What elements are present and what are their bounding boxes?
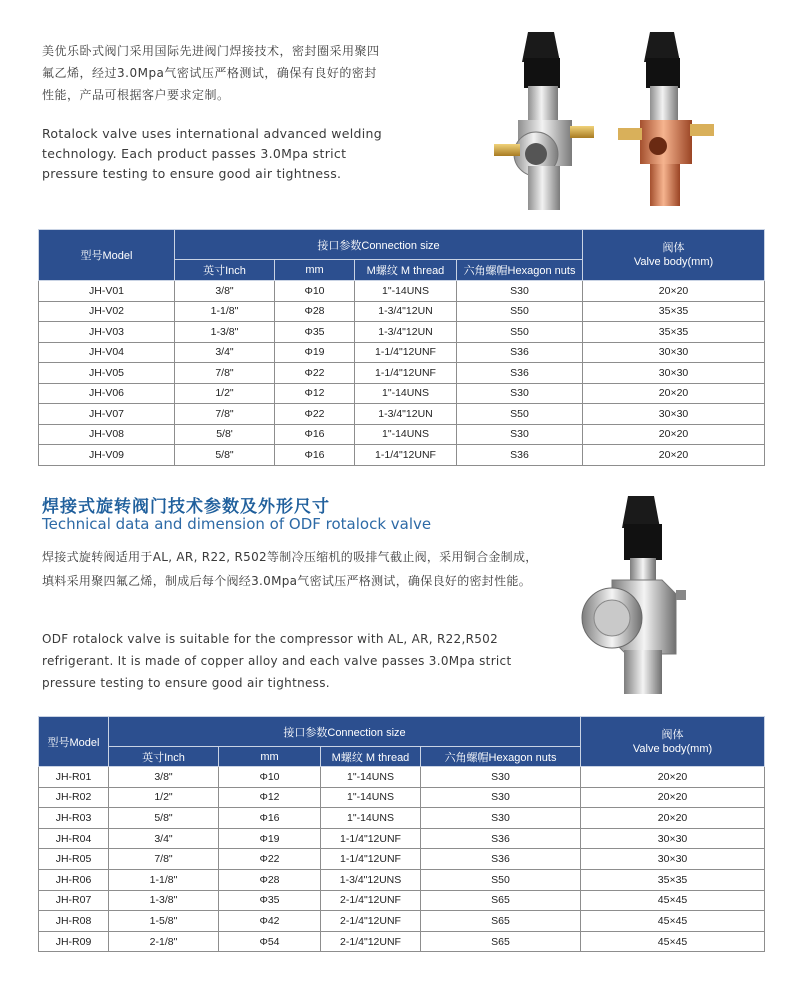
cell-body: 45×45 <box>581 890 765 911</box>
odf-rotalock-valve-image <box>576 490 696 700</box>
cell-model: JH-V09 <box>39 445 175 466</box>
cell-mm: Φ35 <box>275 322 355 343</box>
table-row <box>39 849 765 870</box>
cell-body: 35×35 <box>583 301 765 322</box>
cell-model: JH-R03 <box>39 808 109 829</box>
cell-mm: Φ42 <box>219 911 321 932</box>
cell-body: 35×35 <box>583 322 765 343</box>
rotalock-valve-spec-table <box>38 229 765 466</box>
table-row <box>39 828 765 849</box>
cell-inch: 2-1/8" <box>109 931 219 952</box>
cell-hex: S36 <box>457 363 583 384</box>
cell-mm: Φ16 <box>275 445 355 466</box>
cell-hex: S50 <box>421 869 581 890</box>
cell-thread: 1-3/4"12UN <box>355 301 457 322</box>
cell-inch: 5/8" <box>109 808 219 829</box>
cell-body: 30×30 <box>583 404 765 425</box>
table-row <box>39 890 765 911</box>
cell-inch: 1-3/8" <box>109 890 219 911</box>
cell-thread: 1"-14UNS <box>355 424 457 445</box>
cell-hex: S36 <box>421 849 581 870</box>
cell-inch: 1/2" <box>175 383 275 404</box>
cell-body: 35×35 <box>581 869 765 890</box>
cell-mm: Φ28 <box>219 869 321 890</box>
cell-model: JH-V07 <box>39 404 175 425</box>
cell-thread: 1-3/4"12UN <box>355 404 457 425</box>
header-valve-body <box>581 717 765 767</box>
section-title-english: Technical data and dimension of ODF rotalock valve <box>42 515 432 533</box>
cell-hex: S30 <box>421 787 581 808</box>
cell-model: JH-V03 <box>39 322 175 343</box>
cell-hex: S30 <box>457 424 583 445</box>
table-row <box>39 445 765 466</box>
cell-mm: Φ22 <box>219 849 321 870</box>
cell-inch: 5/8' <box>175 424 275 445</box>
cell-inch: 1-1/8" <box>175 301 275 322</box>
cell-inch: 1-1/8" <box>109 869 219 890</box>
cell-mm: Φ19 <box>219 828 321 849</box>
cell-inch: 7/8" <box>175 363 275 384</box>
table-row <box>39 931 765 952</box>
cell-body: 20×20 <box>583 424 765 445</box>
cell-inch: 7/8" <box>175 404 275 425</box>
table-row <box>39 808 765 829</box>
header-valve-body-en: Valve body(mm) <box>632 742 713 755</box>
header-hexagon-nuts: 六角螺帽Hexagon nuts <box>421 747 581 767</box>
cell-model: JH-R06 <box>39 869 109 890</box>
table-row <box>39 404 765 425</box>
cell-mm: Φ54 <box>219 931 321 952</box>
cell-hex: S36 <box>421 828 581 849</box>
section-chinese-text: 焊接式旋转阀适用于AL, AR, R22, R502等制冷压缩机的吸排气截止阀，采用铜合金制成，填料采用聚四氟乙烯，制成后每个阀经3.0Mpa气密试压严格测试，确保良好的密封性能。 <box>42 550 538 588</box>
cell-body: 30×30 <box>583 342 765 363</box>
header-connection-size: 接口参数Connection size <box>109 717 581 747</box>
table-row <box>39 281 765 302</box>
cell-hex: S65 <box>421 911 581 932</box>
header-valve-body-cn: 阀体 <box>662 242 685 254</box>
header-mm: mm <box>219 747 321 767</box>
section-title-chinese: 焊接式旋转阀门技术参数及外形尺寸 <box>42 497 330 517</box>
cell-mm: Φ19 <box>275 342 355 363</box>
cell-mm: Φ35 <box>219 890 321 911</box>
cell-mm: Φ12 <box>275 383 355 404</box>
header-valve-body-cn: 阀体 <box>661 728 684 741</box>
table-row <box>39 767 765 788</box>
cell-body: 20×20 <box>581 808 765 829</box>
cell-thread: 1"-14UNS <box>355 281 457 302</box>
cell-thread: 1-3/4"12UNS <box>321 869 421 890</box>
header-model: 型号Model <box>39 717 109 767</box>
cell-thread: 1-1/4"12UNF <box>355 342 457 363</box>
cell-inch: 3/8" <box>109 767 219 788</box>
cell-body: 20×20 <box>583 445 765 466</box>
intro-english-text: Rotalock valve uses international advanced welding technology. Each product passes 3.0Mpa strict pressure testing to ensure good air tightness. <box>42 126 382 181</box>
cell-mm: Φ16 <box>219 808 321 829</box>
cell-hex: S30 <box>421 767 581 788</box>
cell-inch: 1/2" <box>109 787 219 808</box>
table-row <box>39 911 765 932</box>
cell-hex: S50 <box>457 301 583 322</box>
cell-model: JH-R02 <box>39 787 109 808</box>
header-inch: 英寸Inch <box>175 260 275 281</box>
cell-mm: Φ12 <box>219 787 321 808</box>
cell-body: 45×45 <box>581 911 765 932</box>
cell-thread: 2-1/4"12UNF <box>321 890 421 911</box>
header-connection-size: 接口参数Connection size <box>175 230 583 260</box>
cell-hex: S65 <box>421 890 581 911</box>
cell-inch: 7/8" <box>109 849 219 870</box>
cell-hex: S30 <box>421 808 581 829</box>
cell-mm: Φ22 <box>275 363 355 384</box>
header-mm: mm <box>275 260 355 281</box>
cell-thread: 2-1/4"12UNF <box>321 931 421 952</box>
cell-body: 20×20 <box>583 281 765 302</box>
cell-mm: Φ22 <box>275 404 355 425</box>
cell-body: 30×30 <box>581 828 765 849</box>
cell-model: JH-R09 <box>39 931 109 952</box>
cell-thread: 2-1/4"12UNF <box>321 911 421 932</box>
cell-thread: 1-1/4"12UNF <box>321 849 421 870</box>
table-row <box>39 301 765 322</box>
cell-hex: S36 <box>457 445 583 466</box>
cell-model: JH-V08 <box>39 424 175 445</box>
cell-hex: S30 <box>457 281 583 302</box>
cell-hex: S30 <box>457 383 583 404</box>
section-english-text: ODF rotalock valve is suitable for the compressor with AL, AR, R22,R502 refrigerant. It is made of copper alloy and each valve passes 3.0Mpa strict pressure testing to ensure good air tightness. <box>42 632 512 690</box>
cell-model: JH-R01 <box>39 767 109 788</box>
header-inch: 英寸Inch <box>109 747 219 767</box>
header-valve-body-en: Valve body(mm) <box>633 256 714 268</box>
table-row <box>39 869 765 890</box>
cell-thread: 1"-14UNS <box>321 767 421 788</box>
table-row <box>39 342 765 363</box>
cell-thread: 1-1/4"12UNF <box>355 363 457 384</box>
cell-body: 30×30 <box>583 363 765 384</box>
header-m-thread: M螺纹 M thread <box>355 260 457 281</box>
cell-model: JH-R05 <box>39 849 109 870</box>
cell-model: JH-R08 <box>39 911 109 932</box>
cell-inch: 5/8" <box>175 445 275 466</box>
cell-model: JH-V04 <box>39 342 175 363</box>
cell-thread: 1-3/4"12UN <box>355 322 457 343</box>
cell-thread: 1"-14UNS <box>355 383 457 404</box>
header-valve-body <box>583 230 765 281</box>
cell-hex: S50 <box>457 322 583 343</box>
cell-hex: S65 <box>421 931 581 952</box>
cell-body: 45×45 <box>581 931 765 952</box>
header-hexagon-nuts: 六角螺帽Hexagon nuts <box>457 260 583 281</box>
cell-model: JH-V05 <box>39 363 175 384</box>
cell-hex: S50 <box>457 404 583 425</box>
cell-body: 30×30 <box>581 849 765 870</box>
cell-hex: S36 <box>457 342 583 363</box>
rotalock-valve-copper-image <box>612 28 722 218</box>
cell-thread: 1-1/4"12UNF <box>321 828 421 849</box>
header-model: 型号Model <box>39 230 175 281</box>
cell-model: JH-V06 <box>39 383 175 404</box>
cell-inch: 3/8" <box>175 281 275 302</box>
table-row <box>39 322 765 343</box>
cell-model: JH-R07 <box>39 890 109 911</box>
cell-mm: Φ16 <box>275 424 355 445</box>
odf-rotalock-valve-spec-table <box>38 716 765 952</box>
cell-model: JH-V02 <box>39 301 175 322</box>
cell-mm: Φ28 <box>275 301 355 322</box>
table-row <box>39 787 765 808</box>
cell-thread: 1"-14UNS <box>321 787 421 808</box>
cell-mm: Φ10 <box>219 767 321 788</box>
cell-model: JH-R04 <box>39 828 109 849</box>
intro-chinese-text: 美优乐卧式阀门采用国际先进阀门焊接技术，密封圈采用聚四氟乙烯，经过3.0Mpa气密试压严格测试，确保有良好的密封性能，产品可根据客户要求定制。 <box>42 44 380 102</box>
cell-model: JH-V01 <box>39 281 175 302</box>
header-m-thread: M螺纹 M thread <box>321 747 421 767</box>
cell-inch: 1-3/8" <box>175 322 275 343</box>
cell-thread: 1"-14UNS <box>321 808 421 829</box>
cell-inch: 1-5/8" <box>109 911 219 932</box>
cell-mm: Φ10 <box>275 281 355 302</box>
cell-body: 20×20 <box>583 383 765 404</box>
table-row <box>39 383 765 404</box>
table-row <box>39 424 765 445</box>
cell-inch: 3/4" <box>109 828 219 849</box>
rotalock-valve-silver-image <box>488 28 608 218</box>
cell-body: 20×20 <box>581 767 765 788</box>
cell-inch: 3/4" <box>175 342 275 363</box>
cell-body: 20×20 <box>581 787 765 808</box>
table-row <box>39 363 765 384</box>
cell-thread: 1-1/4"12UNF <box>355 445 457 466</box>
